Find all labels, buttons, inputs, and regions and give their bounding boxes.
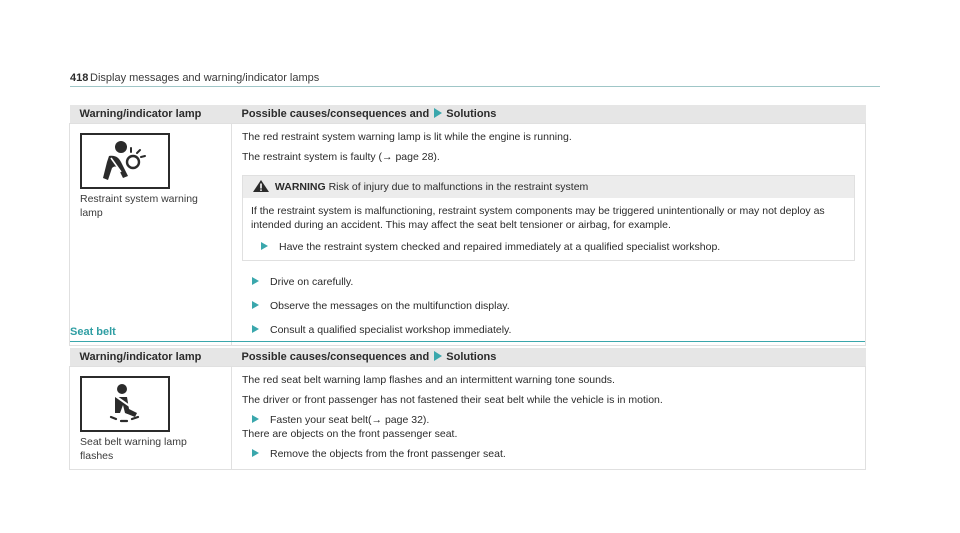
column-header-causes bbox=[232, 105, 866, 124]
warning-body bbox=[243, 198, 854, 260]
column-header-solutions-label: Solutions bbox=[446, 108, 497, 120]
table-header-row bbox=[70, 348, 866, 367]
arrow-icon bbox=[434, 351, 442, 361]
warning-title: WARNING bbox=[274, 181, 326, 193]
arrow-icon bbox=[252, 301, 259, 309]
section-title: Seat belt bbox=[70, 326, 865, 342]
cause-text: The driver or front passenger has not fastened their seat belt while the vehicle is in motion. bbox=[242, 394, 663, 406]
column-header-lamp: Warning/indicator lamp bbox=[70, 348, 232, 367]
seat-belt-table bbox=[69, 348, 866, 470]
restraint-system-lamp-icon bbox=[80, 133, 170, 189]
column-header-causes-label: Possible causes/consequences and bbox=[241, 108, 430, 120]
arrow-icon bbox=[252, 415, 259, 423]
page-header bbox=[70, 72, 880, 87]
solution-step-text: Drive on carefully. bbox=[270, 276, 354, 288]
cause-text: The red restraint system warning lamp is lit while the engine is running. bbox=[242, 131, 572, 143]
table-header-row bbox=[70, 105, 866, 124]
page-number: 418 bbox=[70, 72, 89, 84]
cause-text: The restraint system is faulty (→ page 28). bbox=[242, 151, 440, 163]
lamp-cell bbox=[70, 124, 232, 346]
table-row bbox=[70, 124, 866, 346]
cause-text: There are objects on the front passenger seat. bbox=[242, 428, 458, 440]
causes-cell bbox=[232, 124, 866, 346]
solution-step bbox=[242, 447, 855, 461]
restraint-system-table bbox=[69, 105, 866, 346]
warning-step bbox=[251, 240, 846, 254]
column-header-lamp: Warning/indicator lamp bbox=[70, 105, 232, 124]
warning-subtitle: Risk of injury due to malfunctions in the restraint system bbox=[328, 181, 589, 193]
column-header-causes bbox=[232, 348, 866, 367]
warning-step-text: Have the restraint system checked and repaired immediately at a qualified specialist workshop. bbox=[279, 241, 721, 253]
warning-text: If the restraint system is malfunctioning, restraint system components may be triggered unintentionally or may not deploy as intended during an accident. This may affect the seat belt tensioner or airbag, for example. bbox=[251, 205, 825, 231]
causes-cell bbox=[232, 367, 866, 470]
solution-step bbox=[242, 413, 855, 427]
table-row bbox=[70, 367, 866, 470]
warning-triangle-icon bbox=[253, 180, 269, 192]
arrow-icon bbox=[434, 108, 442, 118]
seat-belt-lamp-icon bbox=[80, 376, 170, 432]
arrow-icon bbox=[252, 449, 259, 457]
arrow-icon bbox=[252, 277, 259, 285]
seat-belt-icon bbox=[105, 383, 145, 425]
column-header-causes-label: Possible causes/consequences and bbox=[241, 351, 430, 363]
airbag-person-icon bbox=[95, 138, 155, 184]
solution-step-text: Fasten your seat belt(→ page 32). bbox=[270, 414, 430, 426]
lamp-label: Restraint system warning lamp bbox=[80, 193, 198, 219]
arrow-icon bbox=[261, 242, 268, 250]
solution-step bbox=[242, 299, 855, 313]
solution-step-text: Remove the objects from the front passenger seat. bbox=[270, 448, 506, 460]
warning-box bbox=[242, 175, 855, 261]
solution-step-text: Consult a qualified specialist workshop immediately. bbox=[270, 324, 512, 336]
cause-text: The red seat belt warning lamp flashes and an intermittent warning tone sounds. bbox=[242, 374, 615, 386]
solution-step-text: Observe the messages on the multifunction display. bbox=[270, 300, 510, 312]
lamp-label: Seat belt warning lamp flashes bbox=[80, 436, 187, 462]
column-header-solutions-label: Solutions bbox=[446, 351, 497, 363]
warning-header bbox=[243, 176, 854, 198]
page-header-title: Display messages and warning/indicator lamps bbox=[90, 72, 320, 84]
solution-step bbox=[242, 275, 855, 289]
lamp-cell bbox=[70, 367, 232, 470]
